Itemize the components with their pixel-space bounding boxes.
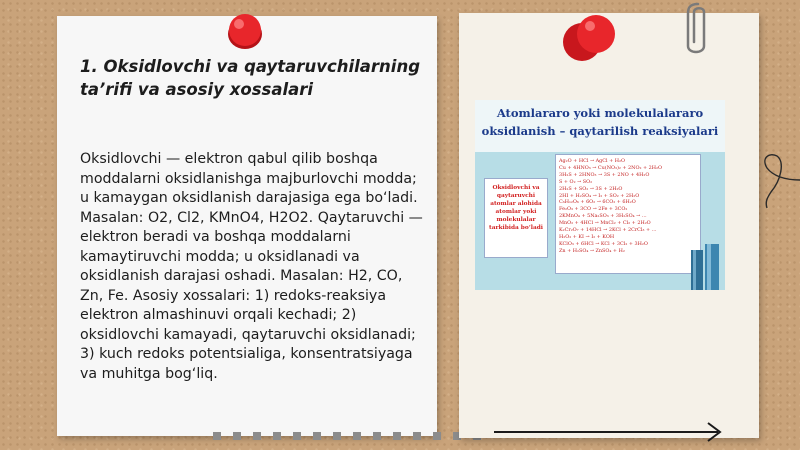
slide-title-line1: Atomlararo yoki molekulalararo — [496, 106, 704, 120]
slide-red-label-box: Oksidlovchi va qaytaruvchi atomlar alohida atomlar yoki molekulalar tarkibida bo‘ladi — [484, 178, 548, 258]
push-pin-icon — [560, 10, 620, 66]
equation-line: KClO₃ + 6HCl → KCl + 3Cl₂ + 3H₂O — [559, 240, 648, 247]
body-paragraph: Oksidlovchi — elektron qabul qilib boshqa moddalarni oksidlanishga majburlovchi modda; u kamaygan oksidlanish darajasiga ega bo‘ladi. Masalan: O2, Cl2, KMnO4, H2O2. Qaytaruvchi — elektron beradi va boshqa moddalarni kamaytiruvchi modda; u oksidlanadi va oksidlanish darajasi oshadi. Masalan: H2, CO, Zn, Fe. Asosiy xossalari: 1) redoks-reaksiya elektron almashinuvi orqali kechadi; 2) oksidlovchi kamayadi, qaytaruvchi oksidlanadi; 3) kuch redoks potentsialiga, konsentratsiyaga va muhitga bog‘liq. — [80, 151, 423, 382]
equation-line: 2HI + H₂SO₄ → I₂ + SO₂ + 2H₂O — [559, 192, 640, 199]
slide-image — [475, 100, 725, 290]
equation-line: C₆H₁₂O₆ + 6O₂ → 6CO₂ + 6H₂O — [559, 199, 636, 206]
slide-title-line2: oksidlanish – qaytarilish reaksiyalari — [481, 124, 719, 138]
equation-line: 2H₂S + SO₂ → 3S + 2H₂O — [559, 185, 623, 192]
equation-line: Cu + 4HNO₃ → Cu(NO₃)₂ + 2NO₂ + 2H₂O — [559, 164, 662, 171]
equation-line: 2KMnO₄ + 5Na₂SO₃ + 3H₂SO₄ → … — [559, 213, 647, 220]
push-pin-icon — [222, 8, 268, 54]
slide-title — [475, 104, 725, 140]
string-loop-icon — [755, 140, 800, 210]
slide-equations-box — [555, 154, 701, 274]
equation-line: H₂O₂ + KI → I₂ + KOH — [559, 233, 615, 240]
equation-line: MnO₂ + 4HCl → MnCl₂ + Cl₂ + 2H₂O — [559, 220, 651, 227]
equation-line: S + O₂ → SO₂ — [559, 178, 593, 185]
arrow-right-icon — [490, 420, 730, 444]
section-title: 1. Oksidlovchi va qaytaruvchilarning ta’rifi va asosiy xossalari — [80, 57, 421, 99]
equation-line: Ag₂O + HCl → AgCl + H₂O — [559, 158, 626, 164]
paper-clip-icon — [680, 0, 720, 62]
equation-line: Fe₂O₃ + 3CO → 2Fe + 3CO₂ — [559, 206, 628, 213]
equation-line: 3H₂S + 2HNO₃ → 3S + 2NO + 4H₂O — [559, 171, 650, 178]
torn-edge-decoration — [207, 430, 497, 442]
lab-cylinder-icon — [687, 240, 725, 290]
equation-line: Zn + H₂SO₄ → ZnSO₄ + H₂ — [559, 247, 625, 254]
equation-line: K₂Cr₂O₇ + 14HCl → 2KCl + 2CrCl₃ + … — [559, 227, 657, 234]
